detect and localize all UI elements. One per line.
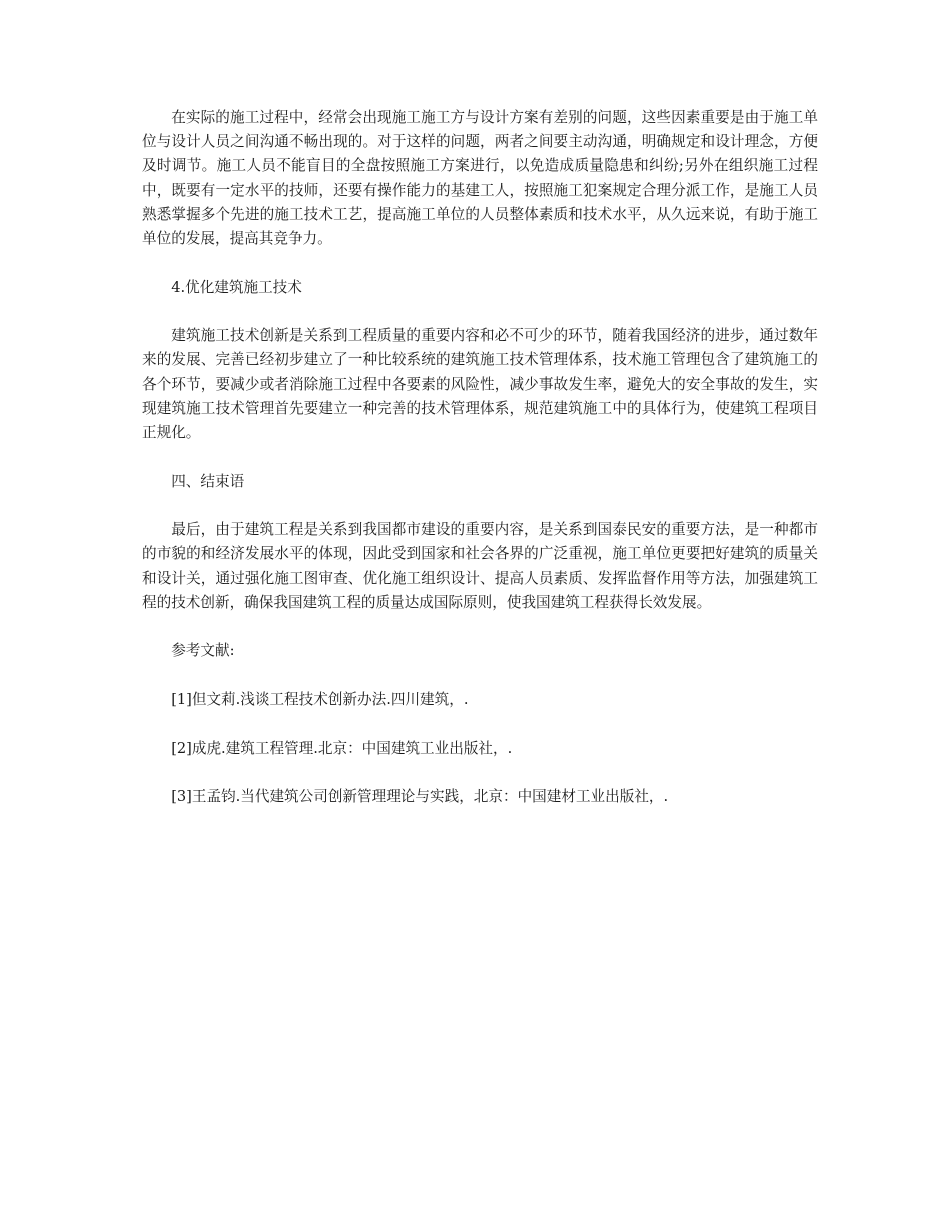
spacer — [142, 251, 818, 275]
body-paragraph-conclusion: 最后，由于建筑工程是关系到我国都市建设的重要内容，是关系到国泰民安的重要方法，是一种都市的市貌的和经济发展水平的体现，因此受到国家和社会各界的广泛重视，施工单位更要把好建筑的质量关和设计关，通过强化施工图审查、优化施工组织设计、提高人员素质、发挥监督作用等方法，加强建筑工程的技术创新，确保我国建筑工程的质量达成国际原则，使我国建筑工程获得长效发展。 — [142, 521, 818, 611]
reference-item-2: [2]成虎.建筑工程管理.北京：中国建筑工业出版社，. — [171, 739, 513, 757]
reference-item-3: [3]王孟钧.当代建筑公司创新管理理论与实践，北京：中国建材工业出版社，. — [171, 788, 669, 806]
spacer — [142, 300, 818, 324]
section-heading-conclusion: 四、结束语 — [171, 472, 245, 490]
body-paragraph-communication: 在实际的施工过程中，经常会出现施工施工方与设计方案有差别的问题，这些因素重要是由于施工单位与设计人员之间沟通不畅出现的。对于这样的问题，两者之间要主动沟通，明确规定和设计理念，方便及时调节。施工人员不能盲目的全盘按照施工方案进行，以免造成质量隐患和纠纷;另外在组织施工过程中，既要有一定水平的技师，还要有操作能力的基建工人，按照施工犯案规定合理分派工作，是施工人员熟悉掌握多个先进的施工技术工艺，提高施工单位的人员整体素质和技术水平，从久远来说，有助于施工单位的发展，提高其竞争力。 — [142, 109, 818, 248]
spacer — [142, 445, 818, 469]
spacer — [142, 494, 818, 518]
references-heading: 参考文献: — [171, 642, 235, 660]
document-page — [142, 106, 818, 809]
reference-item-1: [1]但文莉.浅谈工程技术创新办法.四川建筑，. — [171, 691, 469, 708]
spacer — [142, 664, 818, 688]
spacer — [142, 712, 818, 736]
body-paragraph-tech-innovation: 建筑施工技术创新是关系到工程质量的重要内容和必不可少的环节，随着我国经济的进步，通过数年来的发展、完善已经初步建立了一种比较系统的建筑施工技术管理体系，技术施工管理包含了建筑施工的各个环节，要减少或者消除施工过程中各要素的风险性，减少事故发生率，避免大的安全事故的发生，实现建筑施工技术管理首先要建立一种完善的技术管理体系，规范建筑施工中的具体行为，使建筑工程项目正规化。 — [142, 327, 818, 442]
section-heading-optimize-tech: 4.优化建筑施工技术 — [171, 278, 302, 296]
spacer — [142, 615, 818, 639]
spacer — [142, 761, 818, 785]
